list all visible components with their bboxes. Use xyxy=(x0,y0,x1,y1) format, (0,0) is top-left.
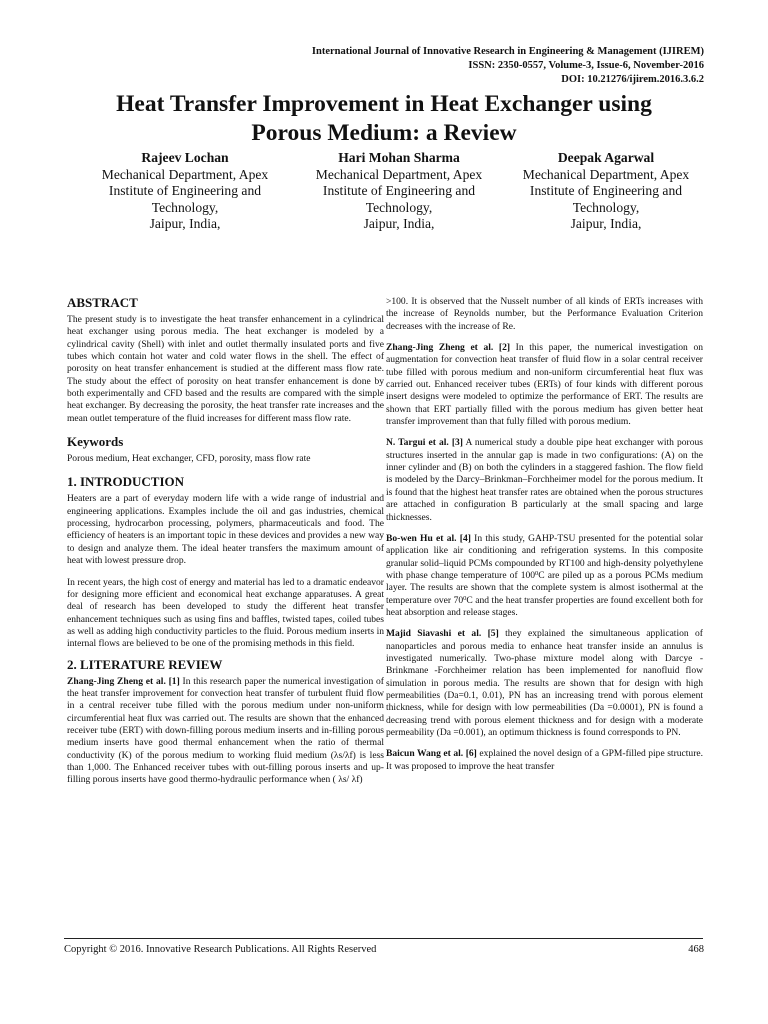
reference-text: A numerical study a double pipe heat exchanger with porous structures inserted in the annular gap is made in two configurations: (A) on the inner cylinder and (B) on both the cylinders in a staggered fashion. The flow field is modeled by the Darcy–Brinkman–Forchheimer model for the porous medium. It is found that the highest heat transfer rates are obtained when the porous structures are attached in configuration B particularly at the small spacing and large thicknesses. xyxy=(386,437,703,523)
title-line-1: Heat Transfer Improvement in Heat Exchanger using xyxy=(116,91,652,117)
footer-divider xyxy=(64,938,703,939)
author-block-3 xyxy=(491,150,721,233)
literature-entry-4 xyxy=(386,533,703,619)
literature-entry-1-continued: >100. It is observed that the Nusselt number of all kinds of ERTs increases with the increase of Reynolds number, but the Performance Evaluation Criterion decreases with the increase of Re. xyxy=(386,296,703,332)
literature-entry-1 xyxy=(67,676,384,787)
degree-superscript: 0 xyxy=(463,594,467,602)
author-affiliation-line: Institute of Engineering and xyxy=(322,183,476,199)
introduction-paragraph: In recent years, the high cost of energy and material has led to a dramatic endeavor for designing more efficient and economical heat exchange apparatuses. A great deal of research has been developed to study the different heat transfer enhancement techniques such as using fins and baffles, twisted tapes, coiled tubes as well as adding high conductivity particles to the fluid. Porous medium inserts in internal flows are believed to be one of the promising methods in this field. xyxy=(67,576,384,650)
author-block-1 xyxy=(70,150,300,233)
right-column xyxy=(386,296,703,782)
reference-text: they explained the simultaneous application of nanoparticles and porous media to enhance heat transfer inside an annulus is investigated numerically. Two-phase mixture model along with Darcye -Brinkmane -Forchheimer relation has been implemented for nanofluid flow simulation in porous media. The results are shown that for design with high permeabilities (Da=0.1, 0.01), PN has an increasing trend with porous element thickness, while for design with low permeabilities (Da =0.0001), PN is found a decreasing trend with porous element thickness and for design with a moderate permeability (Da =0.001), an optimum thickness is found corresponds to PN. xyxy=(386,628,703,738)
author-affiliation-line: Mechanical Department, Apex xyxy=(522,166,690,182)
introduction-paragraph: Heaters are a part of everyday modern life with a wide range of industrial and engineering applications. Examples include the oil and gas industries, chemical processing, hydrocarbon processing, polymers, pharmaceuticals and food. The efficiency of heaters is an important topic in these devices and provides a new way to design and analyze them. The ideal heater transfers the maximum amount of heat with lowest pressure drop. xyxy=(67,493,384,567)
author-name: Rajeev Lochan xyxy=(141,150,229,165)
author-affiliation-line: Institute of Engineering and xyxy=(529,183,683,199)
reference-text: In this study, GAHP-TSU presented for the potential solar application like air conditioning and refrigeration systems. In this composite granular solid–liquid PCMs compounded by RT100 and high-density polyethylene with phase change temperature of 100 xyxy=(386,532,703,581)
degree-superscript: 0 xyxy=(535,569,539,577)
author-affiliation-line: Jaipur, India, xyxy=(149,216,221,232)
footer-copyright: Copyright © 2016. Innovative Research Publications. All Rights Reserved xyxy=(64,944,377,955)
author-block-2 xyxy=(284,150,514,233)
literature-entry-3 xyxy=(386,437,703,523)
literature-entry-6 xyxy=(386,748,703,773)
abstract-text: The present study is to investigate the heat transfer enhancement in a cylindrical heat exchanger using porous media. The heat exchanger is modeled by a cylindrical cavity (Shell) with inlet and outlet thermally insulated ports and five tubes which contain hot water and cold water flows in the shell. The effect of porosity on heat transfer enhancement is studied at the different mass flow rate. The study about the effect of porosity on heat transfer enhancement is done by both experimentally and CFD based and the results are compared with the simple heat exchanger. By decreasing the porosity, the heat transfer rate increases and the mean outlet temperature of the fluid increases for different mass flow rate. xyxy=(67,314,384,424)
page-number: 468 xyxy=(688,944,704,955)
author-affiliation-line: Jaipur, India, xyxy=(363,216,435,232)
reference-author: Baicun Wang et al. [6] xyxy=(386,748,477,760)
reference-text: C are piled up as a porous PCMs medium layer. The results are shown that the complete system is almost isothermal at the temperature over 70 xyxy=(386,569,703,606)
reference-text: C and the heat transfer properties are found excellent both for heat absorption and release stages. xyxy=(386,594,703,618)
reference-author: Bo-wen Hu et al. [4] xyxy=(386,532,471,544)
left-column xyxy=(67,295,384,796)
reference-text: In this research paper the numerical investigation of the heat transfer improvement for convection heat transfer of turbulent fluid flow in a central receiver tube filled with the porous medium under non-uniform circumferential heat flux was carried out. The results are shown that the enhanced receiver tube (ERT) with down-filling porous medium inserts and in-filling porous medium inserts have good thermal enhancement when the ratio of thermal conductivity (K) of the porous medium to working fluid medium (λs/λf) is less than 1,000. The Enhanced receiver tubes with out-filling porous inserts and up-filling porous inserts have good thermo-hydraulic performance when ( λs/ λf) xyxy=(67,675,384,786)
author-affiliation-line: Mechanical Department, Apex xyxy=(101,166,269,182)
reference-text: In this paper, the numerical investigation on augmentation for convection heat transfer of fluid flow in a solar central receiver tube filled with porous medium and non-uniform circumferential heat flux was carried out. Enhanced receiver tubes (ERTs) of four kinds with different porous insert designs were modeled to optimize the performance of ERT. The results are shown that ERT partially filled with the porous medium has given better heat transfer improvement than that fully filled with porous medium. xyxy=(386,342,703,428)
reference-author: Majid Siavashi et al. [5] xyxy=(386,628,499,640)
journal-issn: ISSN: 2350-0557, Volume-3, Issue-6, November-2016 xyxy=(468,60,704,71)
author-affiliation-line: Technology, xyxy=(572,199,640,215)
journal-doi: DOI: 10.21276/ijirem.2016.3.6.2 xyxy=(561,74,704,85)
introduction-heading: 1. INTRODUCTION xyxy=(67,474,185,490)
author-affiliation-line: Mechanical Department, Apex xyxy=(315,166,483,182)
paper-title xyxy=(40,90,728,148)
author-name: Hari Mohan Sharma xyxy=(338,150,460,165)
reference-author: Zhang-Jing Zheng et al. [1] xyxy=(67,675,180,687)
title-line-2: Porous Medium: a Review xyxy=(251,120,517,146)
author-affiliation-line: Jaipur, India, xyxy=(570,216,642,232)
keywords-heading: Keywords xyxy=(67,434,124,450)
author-name: Deepak Agarwal xyxy=(557,150,655,165)
author-affiliation-line: Technology, xyxy=(151,199,219,215)
journal-name: International Journal of Innovative Research in Engineering & Management (IJIREM) xyxy=(311,46,704,57)
abstract-heading: ABSTRACT xyxy=(67,295,138,310)
literature-entry-2 xyxy=(386,342,703,428)
literature-entry-5 xyxy=(386,628,703,739)
keywords-text: Porous medium, Heat exchanger, CFD, porosity, mass flow rate xyxy=(67,453,311,465)
reference-text: explained the novel design of a GPM-filled pipe structure. It was proposed to improve the heat transfer xyxy=(386,748,704,772)
reference-author: Zhang-Jing Zheng et al. [2] xyxy=(386,342,511,354)
literature-heading: 2. LITERATURE REVIEW xyxy=(67,656,223,672)
author-affiliation-line: Technology, xyxy=(365,199,433,215)
reference-author: N. Targui et al. [3] xyxy=(386,437,463,449)
author-affiliation-line: Institute of Engineering and xyxy=(108,183,262,199)
